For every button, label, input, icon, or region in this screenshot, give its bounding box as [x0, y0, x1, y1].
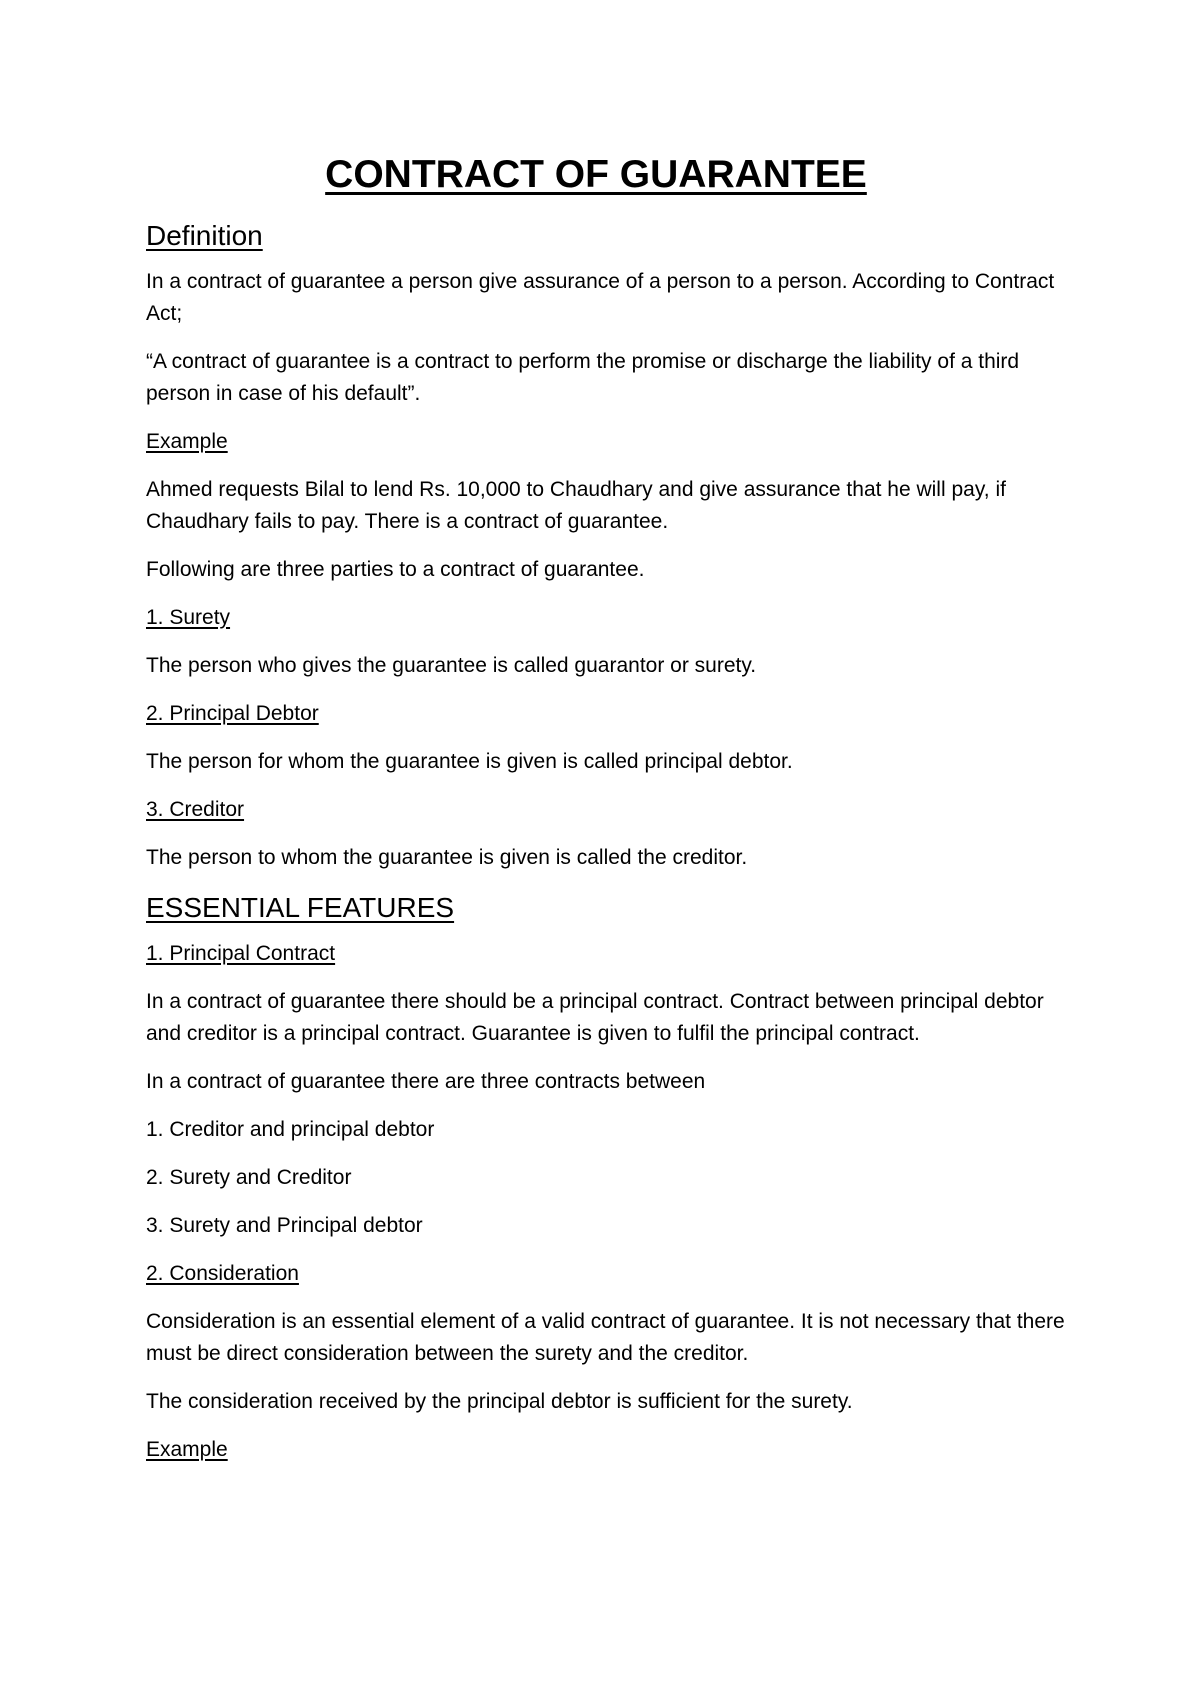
party-surety-heading: 1. Surety: [146, 606, 231, 629]
party-creditor-heading: 3. Creditor: [146, 798, 245, 821]
party-principal-debtor-text: The person for whom the guarantee is given is called principal debtor.: [146, 750, 793, 773]
parties-intro: Following are three parties to a contract of guarantee.: [146, 558, 645, 581]
example-heading: Example: [146, 430, 228, 453]
consideration-heading: 2. Consideration: [146, 1262, 299, 1285]
definition-paragraph: In a contract of guarantee a person give assurance of a person to a person. According to Contract Act;: [146, 270, 1055, 325]
party-surety-text: The person who gives the guarantee is called guarantor or surety.: [146, 654, 757, 677]
party-principal-debtor-heading: 2. Principal Debtor: [146, 702, 319, 725]
principal-contract-intro: In a contract of guarantee there are three contracts between: [146, 1070, 706, 1093]
consideration-text-2: The consideration received by the principal debtor is sufficient for the surety.: [146, 1390, 853, 1413]
contract-list-item: 3. Surety and Principal debtor: [146, 1214, 423, 1237]
contract-list-item: 2. Surety and Creditor: [146, 1166, 352, 1189]
definition-heading: Definition: [146, 220, 263, 251]
definition-quote: “A contract of guarantee is a contract to perform the promise or discharge the liability of a third person in case of his default”.: [146, 350, 1020, 405]
party-creditor-text: The person to whom the guarantee is given is called the creditor.: [146, 846, 748, 869]
principal-contract-text: In a contract of guarantee there should be a principal contract. Contract between principal debtor and creditor is a principal contract. Guarantee is given to fulfil the principal contract.: [146, 990, 1044, 1045]
contract-list-item: 1. Creditor and principal debtor: [146, 1118, 435, 1141]
consideration-example-heading: Example: [146, 1438, 228, 1461]
principal-contract-heading: 1. Principal Contract: [146, 942, 336, 965]
essential-features-heading: ESSENTIAL FEATURES: [146, 892, 455, 923]
consideration-text-1: Consideration is an essential element of a valid contract of guarantee. It is not necessary that there must be direct consideration between the surety and the creditor.: [146, 1310, 1065, 1365]
document-content: [146, 150, 1066, 1482]
example-text: Ahmed requests Bilal to lend Rs. 10,000 to Chaudhary and give assurance that he will pay, if Chaudhary fails to pay. There is a contract of guarantee.: [146, 478, 1006, 533]
document-title: CONTRACT OF GUARANTEE: [325, 153, 867, 196]
